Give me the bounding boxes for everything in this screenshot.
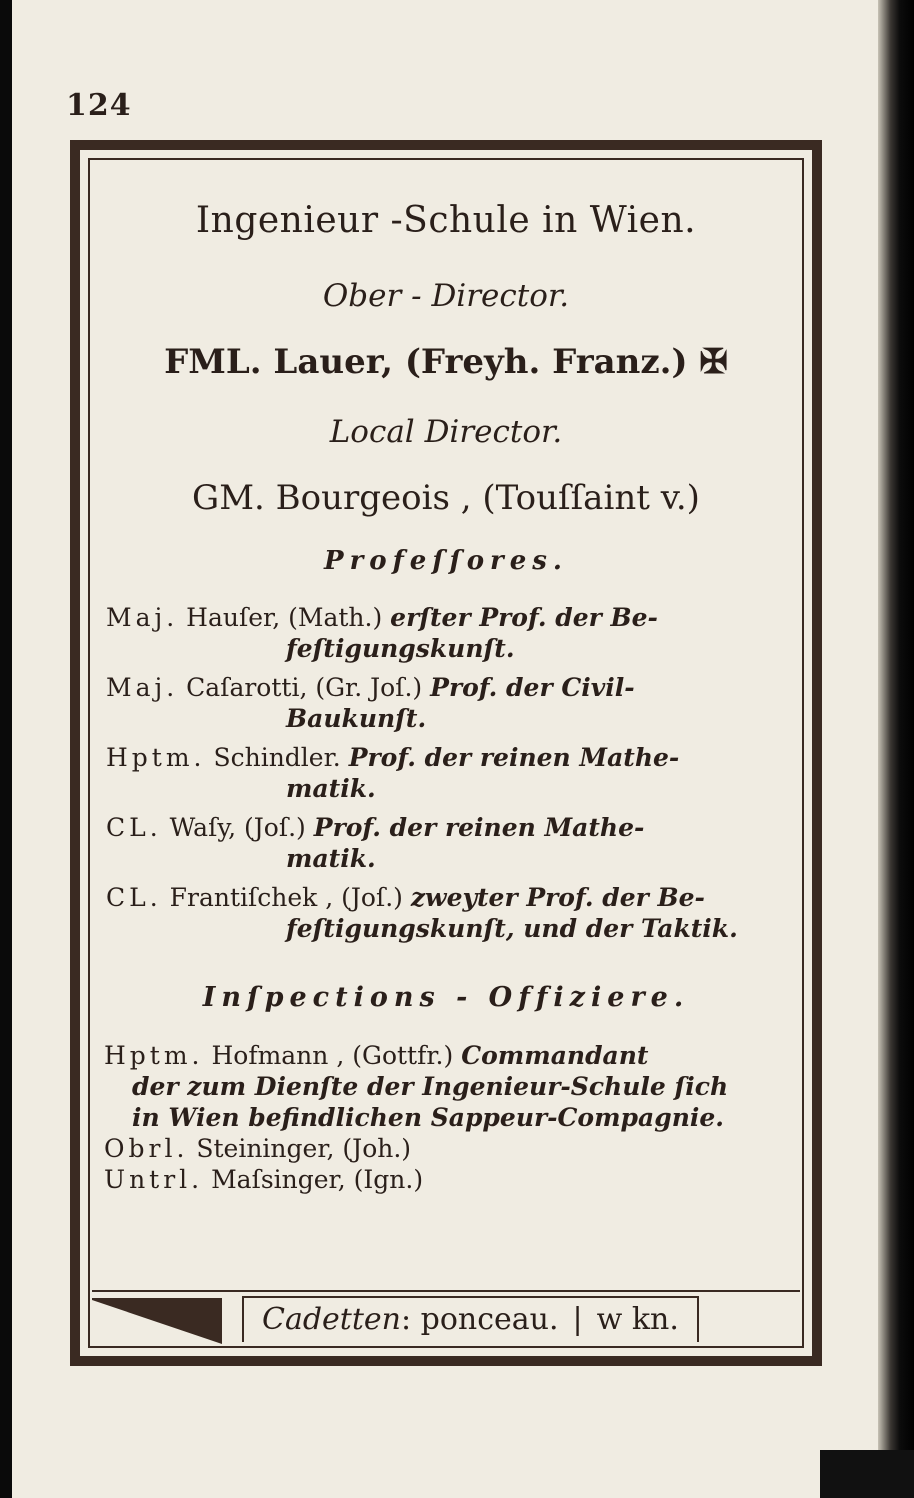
- inspections-heading: Inſpections - Offiziere.: [202, 982, 690, 1013]
- cadetten-label: Cadetten: [262, 1302, 401, 1337]
- role-description-cont: der zum Dienſte der Ingenieur-Schule ſich: [132, 1072, 729, 1101]
- person-name: Schindler.: [213, 743, 341, 772]
- book-spine: [878, 0, 914, 1498]
- role-description: erſter Prof. der Be-: [390, 603, 658, 632]
- page-title: Ingenieur -Schule in Wien.: [195, 200, 697, 241]
- cadetten-colour: : ponceau.: [400, 1302, 559, 1337]
- ober-director-name: FML. Lauer, (Freyh. Franz.) ✠: [164, 342, 728, 382]
- professores-heading: Profeſſores.: [324, 546, 568, 576]
- role-description-cont: matik.: [286, 844, 376, 873]
- person-name: Steininger, (Joh.): [196, 1134, 412, 1163]
- role-description-cont: feſtigungskunſt, und der Taktik.: [286, 914, 738, 943]
- role-description-cont: matik.: [286, 774, 376, 803]
- role-description: zweyter Prof. der Be-: [410, 883, 705, 912]
- rank: Maj.: [106, 673, 179, 702]
- rank: CL.: [106, 813, 162, 842]
- rank: Obrl.: [104, 1134, 189, 1163]
- rank: CL.: [106, 883, 162, 912]
- person-name: Caſarotti, (Gr. Joſ.): [186, 673, 423, 702]
- separator: |: [572, 1302, 583, 1337]
- local-director-heading: Local Director.: [329, 414, 563, 450]
- role-description: Prof. der reinen Mathe-: [313, 813, 645, 842]
- person-name: Maſsinger, (Ign.): [211, 1165, 424, 1194]
- uniform-footer: [92, 1290, 800, 1342]
- cadetten-box: [242, 1296, 699, 1342]
- list-item: [106, 812, 792, 874]
- role-description: Commandant: [461, 1041, 649, 1070]
- role-description: Prof. der reinen Mathe-: [348, 743, 680, 772]
- role-description-cont: Baukunſt.: [286, 704, 427, 733]
- person-name: Frantiſchek , (Joſ.): [169, 883, 403, 912]
- ober-director-heading: Ober - Director.: [322, 278, 570, 314]
- inspections-list: [104, 1040, 794, 1195]
- list-item: [104, 1133, 794, 1164]
- professores-list: [106, 602, 792, 952]
- rank: Hptm.: [104, 1041, 204, 1070]
- list-item: [104, 1040, 794, 1133]
- rank: Hptm.: [106, 743, 206, 772]
- cadetten-buttons: w kn.: [596, 1302, 679, 1337]
- left-page-edge: [0, 0, 12, 1498]
- list-item: [106, 672, 792, 734]
- list-item: [106, 742, 792, 804]
- person-name: Waſy, (Joſ.): [169, 813, 306, 842]
- page-number: 124: [66, 88, 132, 123]
- list-item: [106, 882, 792, 944]
- list-item: [104, 1164, 794, 1195]
- role-description-cont: in Wien befindlichen Sappeur-Compagnie.: [132, 1103, 725, 1132]
- list-item: [106, 602, 792, 664]
- rank: Maj.: [106, 603, 179, 632]
- flag-icon: [92, 1298, 222, 1344]
- local-director-name: GM. Bourgeois , (Touſſaint v.): [192, 478, 700, 518]
- role-description: Prof. der Civil-: [430, 673, 635, 702]
- corner-shadow: [820, 1450, 914, 1498]
- person-name: Hauſer, (Math.): [186, 603, 383, 632]
- rank: Untrl.: [104, 1165, 204, 1194]
- role-description-cont: feſtigungskunſt.: [286, 634, 515, 663]
- person-name: Hofmann , (Gottfr.): [211, 1041, 454, 1070]
